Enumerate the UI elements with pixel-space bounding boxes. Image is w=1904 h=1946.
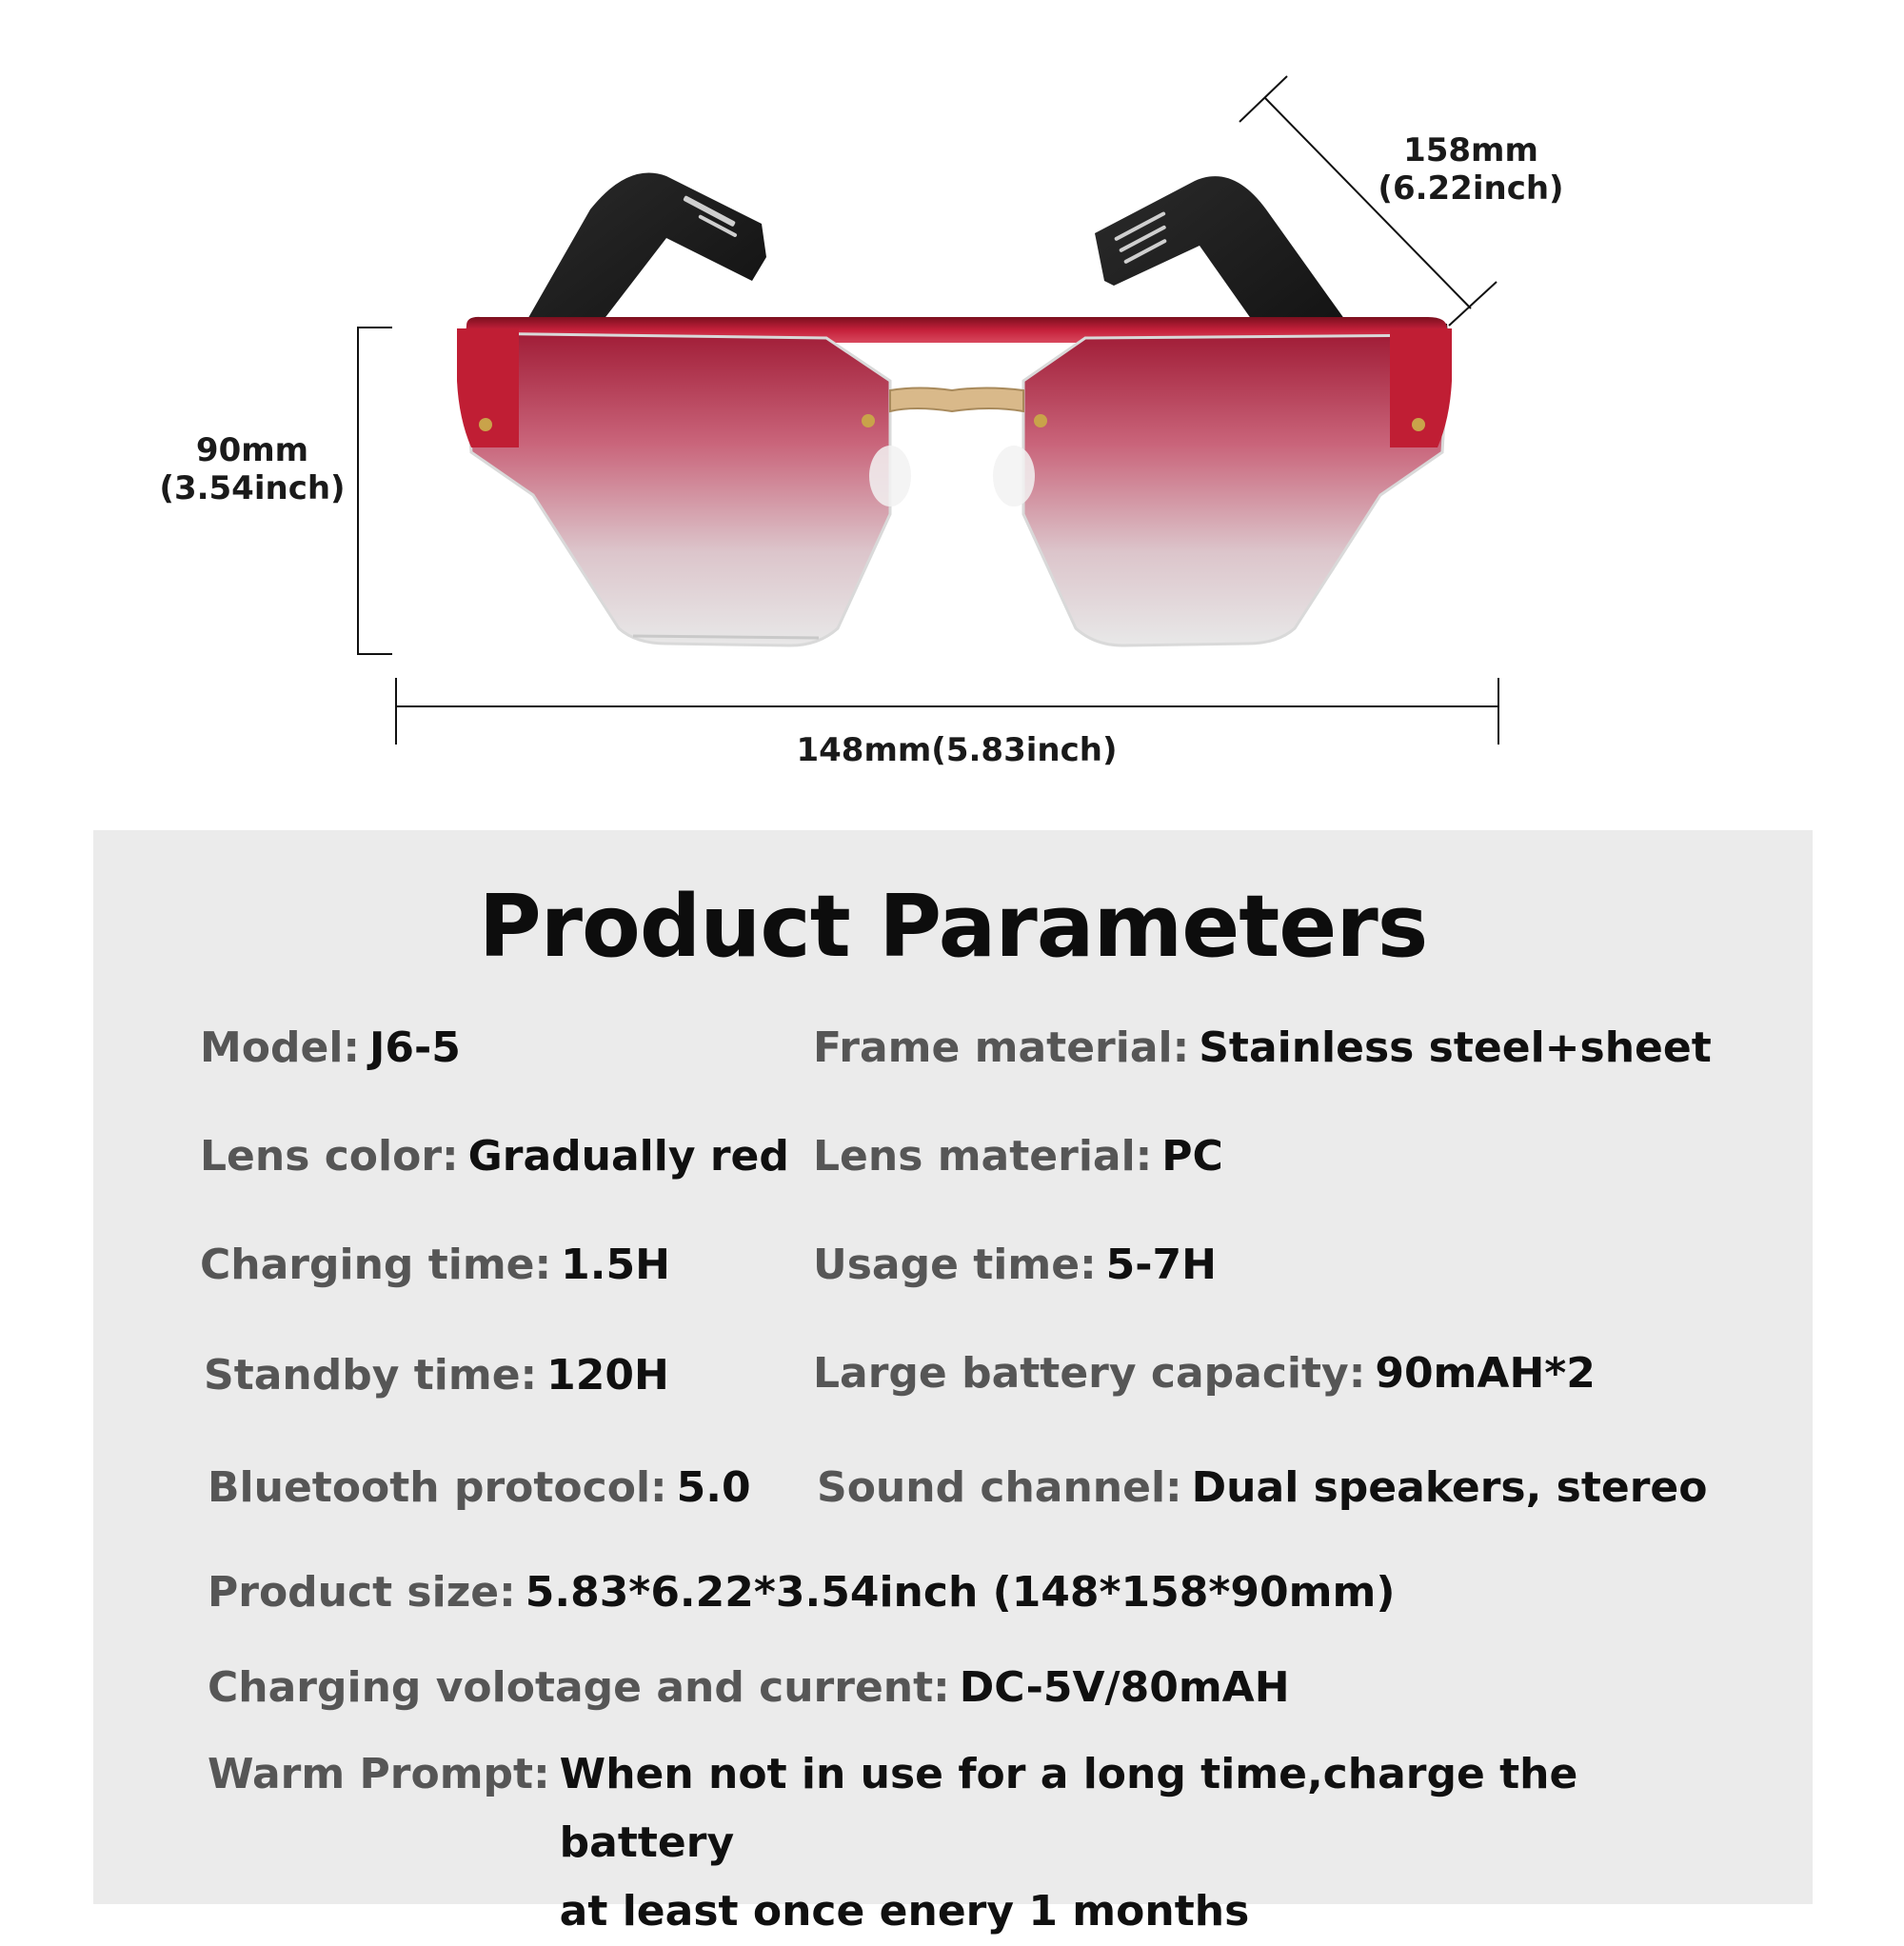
- param-value: J6-5: [369, 1023, 461, 1072]
- height-dimension-line: [357, 328, 392, 654]
- product-figure: [0, 0, 1904, 828]
- param-label: Lens material:: [813, 1132, 1153, 1181]
- glasses-illustration: [0, 0, 1904, 828]
- param-label: Frame material:: [813, 1023, 1190, 1072]
- param-label: Usage time:: [813, 1241, 1097, 1289]
- height-dimension-label: [152, 431, 352, 507]
- param-value-line2: at least once enery 1 months: [559, 1887, 1250, 1936]
- param-product-size: [208, 1567, 1395, 1618]
- param-sound-channel: [817, 1462, 1708, 1514]
- param-label: Sound channel:: [817, 1463, 1182, 1512]
- bottom-rim: [633, 636, 819, 638]
- param-value: DC-5V/80mAH: [959, 1663, 1290, 1712]
- temple-inch: (6.22inch): [1378, 169, 1564, 208]
- temple-mm: 158mm: [1403, 131, 1538, 169]
- param-value: 5-7H: [1105, 1241, 1217, 1289]
- height-mm: 90mm: [195, 431, 309, 469]
- param-value: 1.5H: [561, 1241, 670, 1289]
- left-lens: [463, 333, 890, 645]
- bridge: [890, 388, 1023, 412]
- param-lens-color: [200, 1131, 789, 1182]
- param-label: Lens color:: [200, 1132, 459, 1181]
- param-value: Gradually red: [467, 1132, 789, 1181]
- param-frame-material: [813, 1023, 1712, 1074]
- param-standby-time: [204, 1350, 669, 1401]
- param-value: Stainless steel+sheet: [1199, 1023, 1712, 1072]
- param-label: Charging volotage and current:: [208, 1663, 950, 1712]
- param-value: 5.0: [676, 1463, 751, 1512]
- param-charging-voltage: [208, 1662, 1290, 1714]
- param-value: 5.83*6.22*3.54inch (148*158*90mm): [525, 1568, 1396, 1617]
- height-inch: (3.54inch): [159, 469, 346, 507]
- temple-dimension-label: [1371, 131, 1571, 208]
- param-value: 90mAH*2: [1375, 1349, 1596, 1398]
- param-charging-time: [200, 1240, 670, 1291]
- param-label: Product size:: [208, 1568, 516, 1617]
- param-label: Warm Prompt:: [208, 1750, 550, 1798]
- right-nose-pad: [993, 446, 1035, 506]
- param-lens-material: [813, 1131, 1223, 1182]
- param-label: Charging time:: [200, 1241, 552, 1289]
- param-bluetooth: [208, 1462, 751, 1514]
- param-label: Standby time:: [204, 1351, 538, 1400]
- panel-title: Product Parameters: [478, 877, 1428, 977]
- param-label: Bluetooth protocol:: [208, 1463, 667, 1512]
- param-value: Dual speakers, stereo: [1191, 1463, 1708, 1512]
- right-lens: [1023, 335, 1449, 645]
- param-model: [200, 1023, 461, 1074]
- left-nose-pad: [869, 446, 911, 506]
- width-dimension-label: 148mm(5.83inch): [796, 731, 1118, 769]
- param-value: PC: [1161, 1132, 1223, 1181]
- param-value: 120H: [546, 1351, 669, 1400]
- param-label: Model:: [200, 1023, 361, 1072]
- param-label: Large battery capacity:: [813, 1349, 1366, 1398]
- param-battery-capacity: [813, 1348, 1596, 1400]
- param-warm-prompt: [208, 1740, 1712, 1946]
- parameters-panel: [93, 830, 1813, 1936]
- param-usage-time: [813, 1240, 1217, 1291]
- param-value: When not in use for a long time,charge the battery: [559, 1750, 1578, 1867]
